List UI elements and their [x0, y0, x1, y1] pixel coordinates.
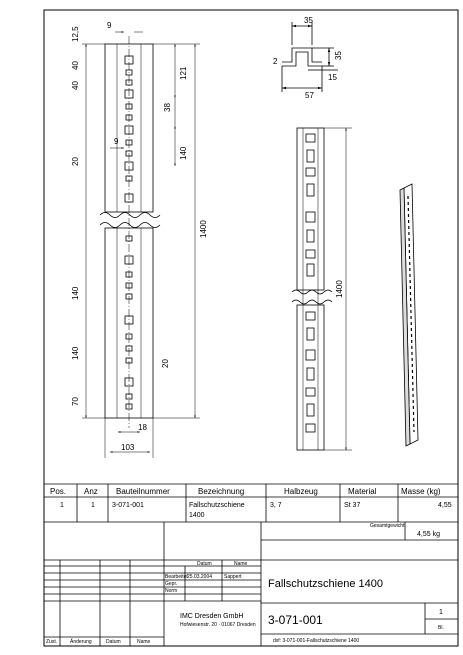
parts-header-halbzeug: Halbzeug	[284, 487, 318, 496]
dim-front-width-9-top: 9	[107, 21, 112, 30]
norm-label: Norm	[165, 588, 178, 594]
footer-aenderung: Änderung	[70, 639, 92, 645]
parts-cell-pos: 1	[60, 502, 64, 509]
drawing-title: Fallschutzschiene 1400	[268, 578, 383, 590]
sheet-number: 1	[439, 609, 443, 616]
gesamtgewicht-value: 4,55 kg	[417, 531, 440, 538]
dim-front-38: 38	[163, 103, 172, 112]
parts-header-masse: Masse (kg)	[401, 487, 441, 496]
parts-table-grid	[44, 484, 458, 522]
dim-front-70: 70	[71, 397, 80, 406]
dim-side-1400: 1400	[335, 280, 344, 298]
header-datum: Datum	[197, 561, 212, 567]
parts-header-material: Material	[348, 487, 377, 496]
parts-header-pos: Pos.	[50, 487, 67, 496]
dim-section-35-side: 35	[334, 51, 343, 60]
parts-cell-desc-line2: 1400	[189, 512, 205, 519]
company-address: Hofwiesenstr. 20 · 01067 Dresden	[180, 622, 256, 628]
header-name: Name	[234, 561, 248, 567]
company-name: IMC Dresden GmbH	[180, 613, 244, 620]
dim-front-1400: 1400	[199, 220, 208, 238]
dim-section-57: 57	[305, 91, 314, 100]
front-view	[100, 36, 160, 428]
bearbeitet-label: Bearbeitet	[165, 574, 188, 580]
file-name: dxf: 3-071-001-Fallschutzschiene 1400	[273, 638, 360, 644]
dim-front-40-b: 40	[71, 81, 80, 90]
parts-header-anz: Anz	[84, 487, 98, 496]
drawing-number: 3-071-001	[268, 613, 323, 627]
dim-front-width-9-mid: 9	[114, 137, 119, 146]
dim-front-140-c: 140	[71, 346, 80, 360]
dim-front-18: 18	[138, 423, 147, 432]
dim-front-12-5: 12,5	[71, 26, 80, 42]
dim-front-20-b: 20	[161, 359, 170, 368]
dim-front-103: 103	[121, 443, 135, 452]
geprueft-label: Gepr.	[165, 581, 178, 587]
dim-front-20-a: 20	[71, 157, 80, 166]
bearbeitet-name: Sappert	[224, 574, 242, 580]
dim-section-35-top: 35	[304, 16, 313, 25]
dim-front-140-b: 140	[71, 286, 80, 300]
parts-cell-anz: 1	[91, 502, 95, 509]
isometric-view	[400, 184, 418, 446]
parts-cell-masse: 4,55	[438, 502, 452, 509]
footer-name: Name	[137, 639, 151, 645]
dim-front-40-a: 40	[71, 61, 80, 70]
drawing-frame	[44, 10, 458, 646]
parts-cell-halbzeug: 3, 7	[270, 502, 282, 509]
sheet-label: Bl.	[438, 625, 444, 631]
dim-front-121: 121	[179, 66, 188, 80]
parts-header-bezeichnung: Bezeichnung	[198, 487, 245, 496]
footer-zustand: Zust.	[46, 639, 58, 645]
gesamtgewicht-label: Gesamtgewicht	[370, 523, 405, 529]
parts-cell-material: St 37	[344, 502, 361, 509]
bearbeitet-date: 25.03.2004	[187, 574, 213, 580]
dim-front-140-a: 140	[179, 146, 188, 160]
parts-cell-part-no: 3-071-001	[112, 502, 144, 509]
parts-header-bauteilnummer: Bauteilnummer	[116, 487, 170, 496]
dim-section-2: 2	[273, 57, 278, 66]
parts-cell-desc-line1: Fallschutzschiene	[189, 502, 245, 509]
footer-datum: Datum	[106, 639, 121, 645]
dim-section-15: 15	[328, 73, 337, 82]
